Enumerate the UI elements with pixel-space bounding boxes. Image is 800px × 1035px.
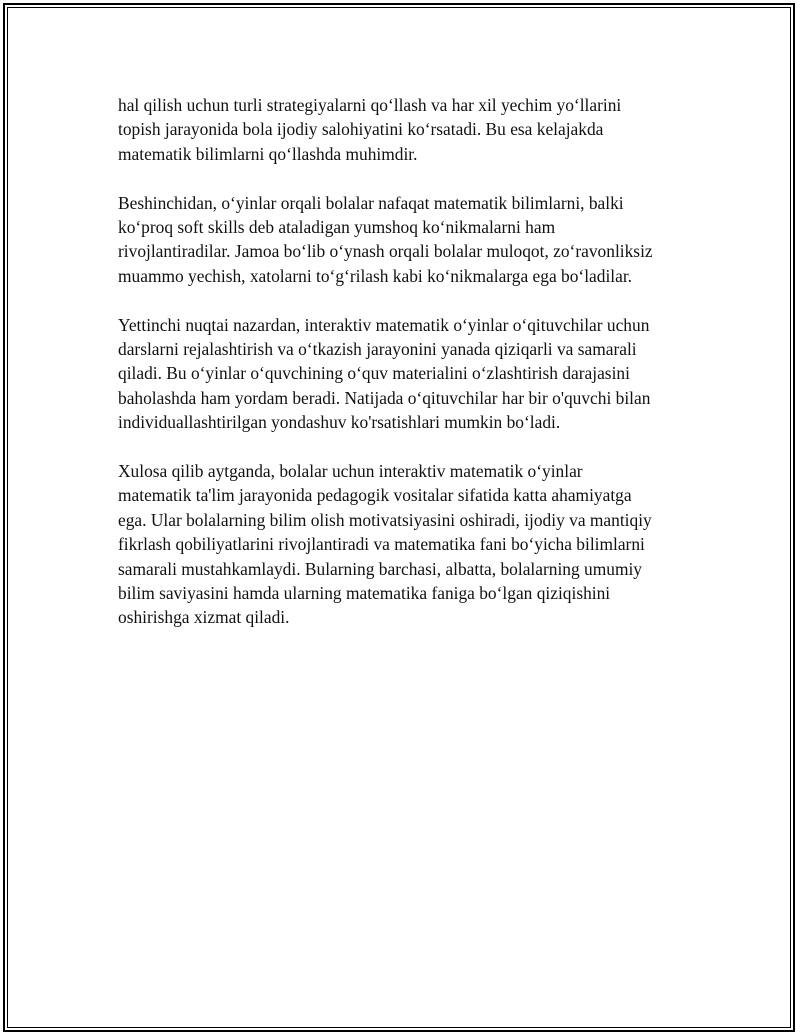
text-line: samarali mustahkamlaydi. Bularning barchasi, albatta, bolalarning umumiy (118, 558, 642, 579)
document-body (118, 93, 688, 654)
paragraph-1 (118, 93, 688, 166)
text-line: Xulosa qilib aytganda, bolalar uchun interaktiv matematik o‘yinlar (118, 461, 583, 482)
text-line: muammo yechish, xatolarni to‘g‘rilash kabi ko‘nikmalarga ega bo‘ladilar. (118, 265, 632, 286)
text-line: ko‘proq soft skills deb ataladigan yumshoq ko‘nikmalarni ham (118, 217, 556, 238)
text-line: hal qilish uchun turli strategiyalarni qo‘llash va har xil yechim yo‘llarini (118, 95, 622, 115)
paragraph-4 (118, 459, 688, 630)
text-line: topish jarayonida bola ijodiy salohiyatini ko‘rsatadi. Bu esa kelajakda (118, 119, 604, 140)
text-line: matematik bilimlarni qo‘llashda muhimdir. (118, 143, 418, 164)
text-line: darslarni rejalashtirish va o‘tkazish jarayonini yanada qiziqarli va samarali (118, 339, 637, 360)
text-line: individuallashtirilgan yondashuv ko'rsatishlari mumkin bo‘ladi. (118, 412, 561, 433)
text-line: Beshinchidan, o‘yinlar orqali bolalar nafaqat matematik bilimlarni, balki (118, 192, 624, 213)
text-line: fikrlash qobiliyatlarini rivojlantiradi va matematika fani bo‘yicha bilimlarni (118, 534, 645, 555)
text-line: bilim saviyasini hamda ularning matematika faniga bo‘lgan qiziqishini (118, 583, 611, 604)
text-line: ega. Ular bolalarning bilim olish motivatsiyasini oshiradi, ijodiy va mantiqiy (118, 509, 652, 530)
text-line: matematik ta'lim jarayonida pedagogik vositalar sifatida katta ahamiyatga (118, 485, 632, 506)
text-line: qiladi. Bu o‘yinlar o‘quvchining o‘quv materialini o‘zlashtirish darajasini (118, 363, 630, 384)
text-line: rivojlantiradilar. Jamoa bo‘lib o‘ynash orqali bolalar muloqot, zo‘ravonliksiz (118, 241, 653, 262)
text-line: oshirishga xizmat qiladi. (118, 607, 290, 628)
text-line: Yettinchi nuqtai nazardan, interaktiv matematik o‘yinlar o‘qituvchilar uchun (118, 314, 650, 335)
paragraph-2 (118, 191, 688, 289)
text-line: baholashda ham yordam beradi. Natijada o‘qituvchilar har bir o'quvchi bilan (118, 387, 651, 408)
paragraph-3 (118, 313, 688, 435)
